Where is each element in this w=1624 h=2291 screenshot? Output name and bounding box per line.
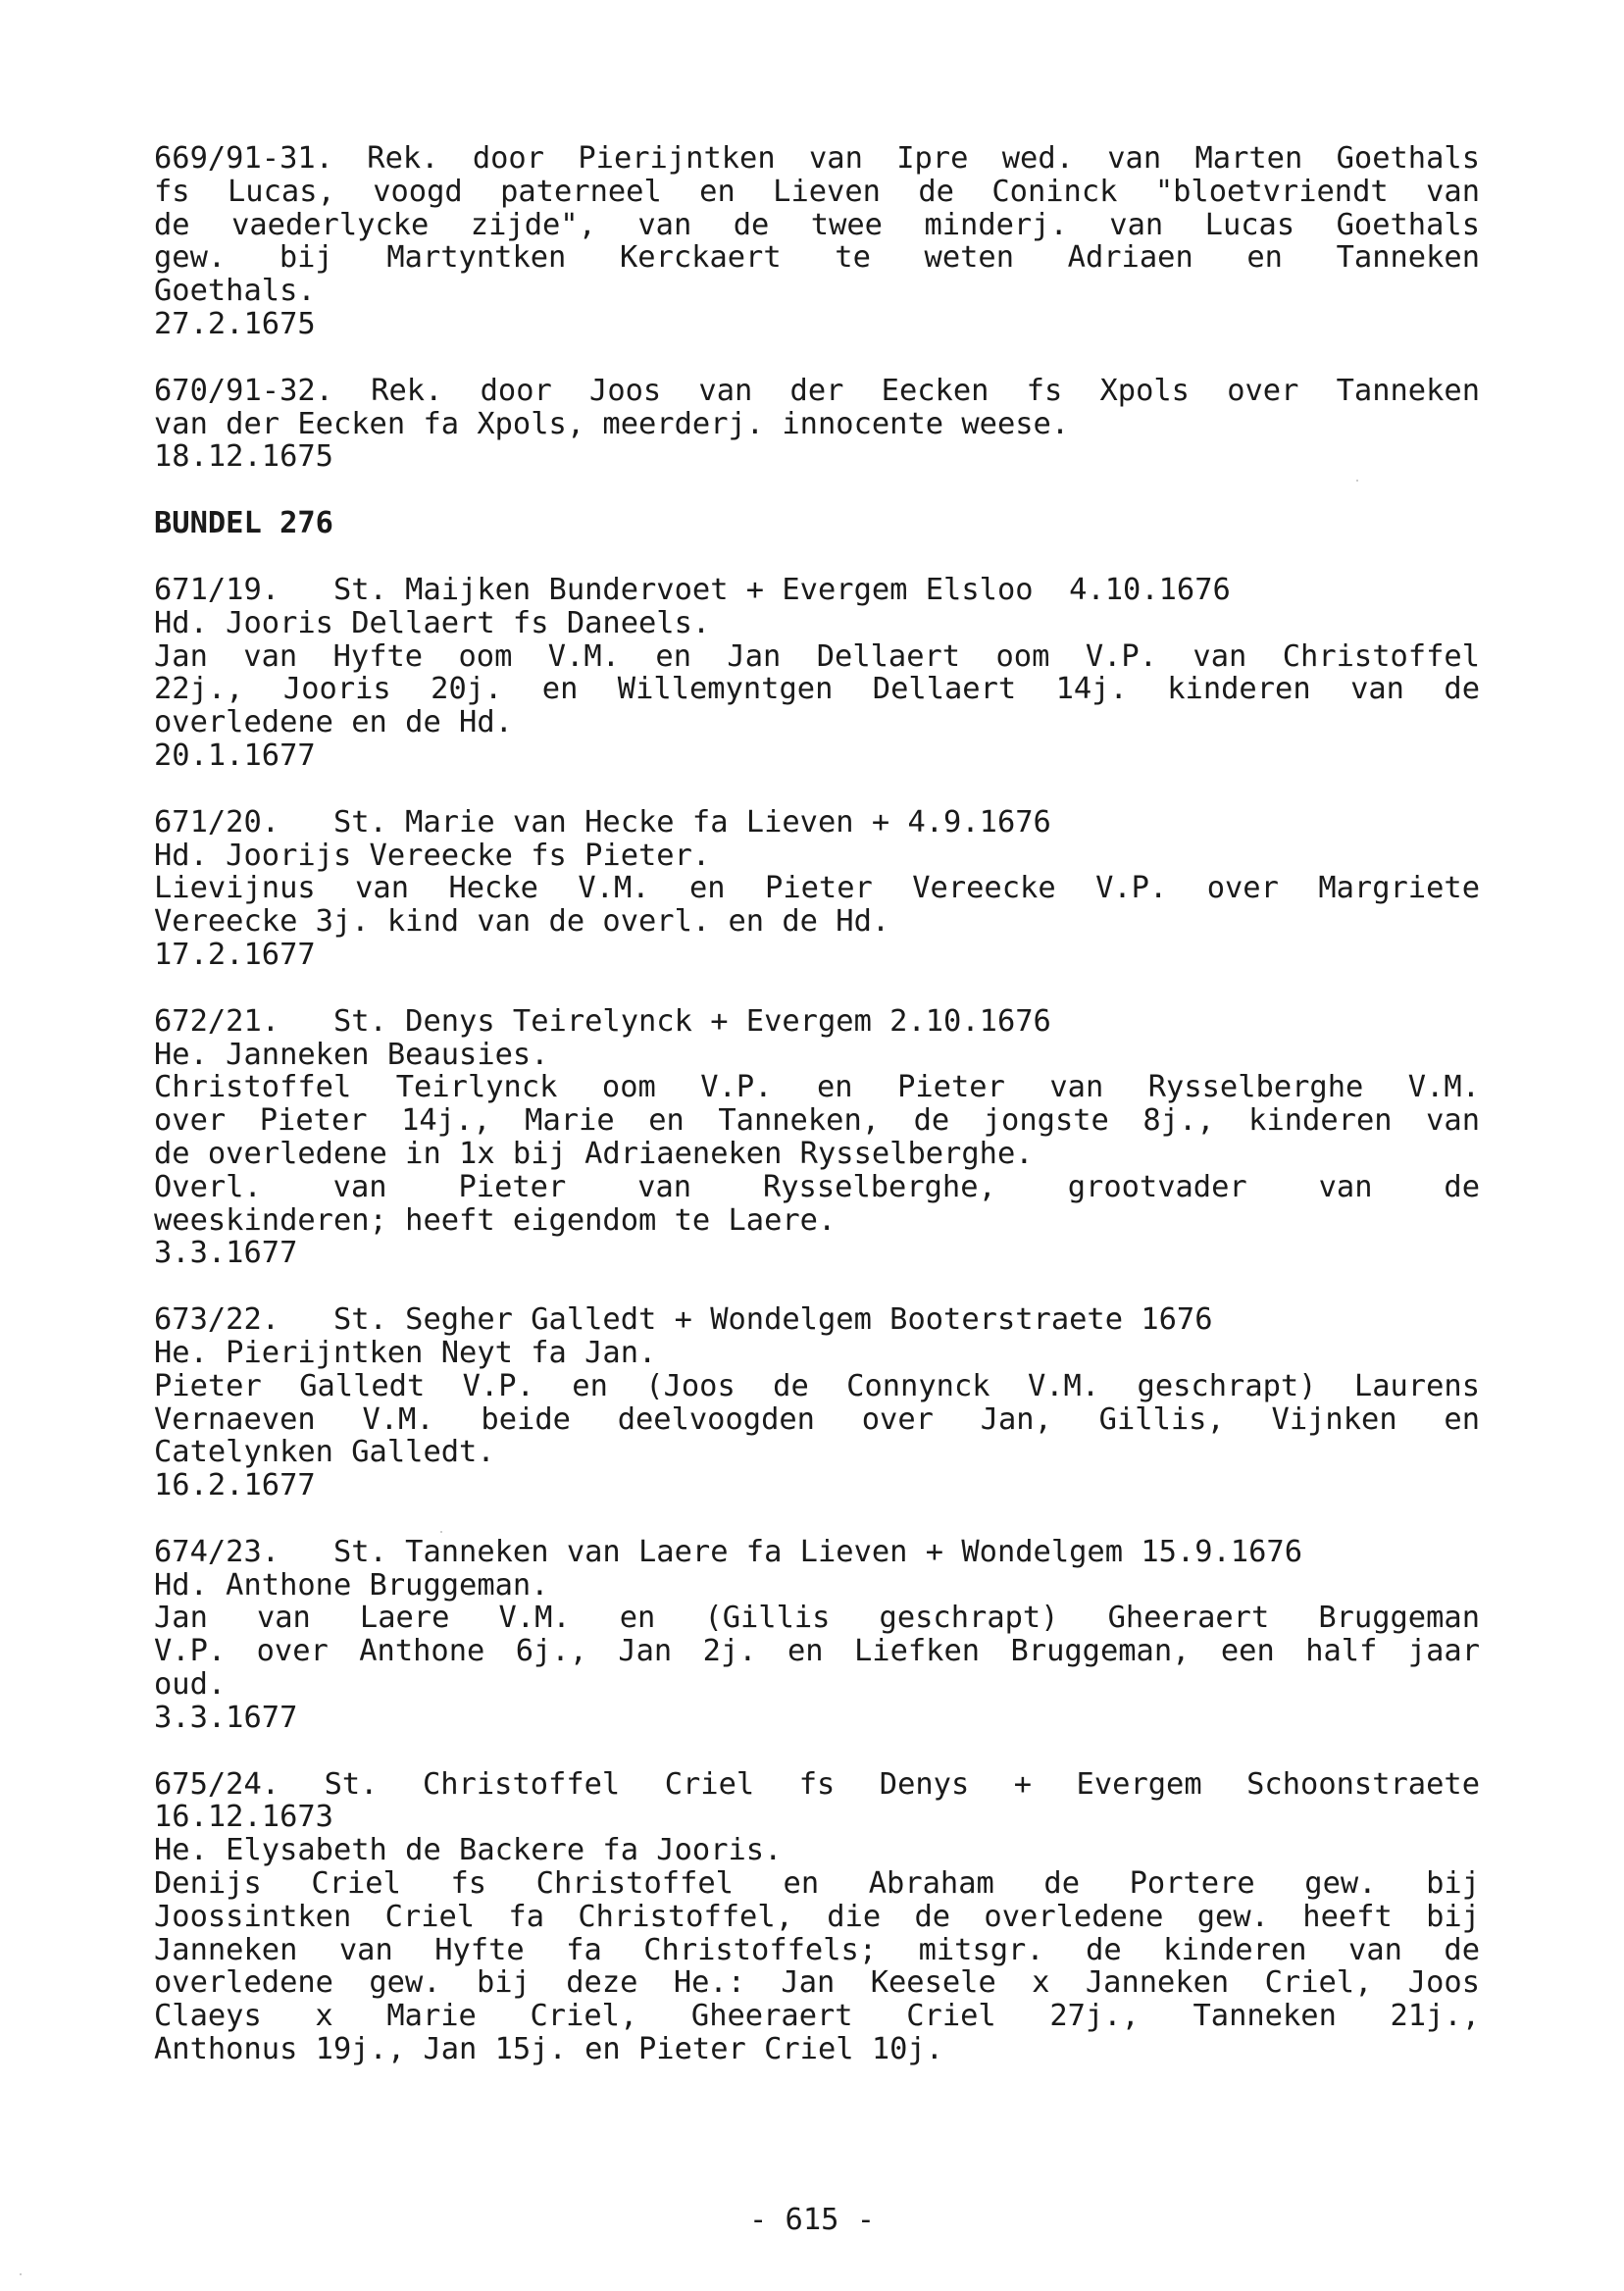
- entry-date: 18.12.1675: [154, 439, 333, 475]
- entry-line: 671/19. St. Maijken Bundervoet + Evergem Elsloo 4.10.1676: [154, 572, 1231, 607]
- scan-speck: [1356, 480, 1358, 482]
- entry-line: 672/21. St. Denys Teirelynck + Evergem 2.10.1676: [154, 1003, 1051, 1039]
- entry-669: [154, 142, 1480, 341]
- entry-line: 671/20. St. Marie van Hecke fa Lieven + 4.9.1676: [154, 804, 1051, 840]
- entry-line: 669/91-31. Rek. door Pierijntken van Ipre wed. van Marten Goethals: [154, 141, 1480, 176]
- entry-673-22: [154, 1303, 1480, 1502]
- entry-line: Claeys x Marie Criel, Gheeraert Criel 27j., Tanneken 21j.,: [154, 1999, 1480, 2034]
- entry-line: Catelynken Galledt.: [154, 1435, 495, 1470]
- entry-date: 16.2.1677: [154, 1468, 316, 1503]
- entry-line: Christoffel Teirlynck oom V.P. en Pieter van Rysselberghe V.M.: [154, 1070, 1480, 1105]
- entry-line: Vernaeven V.M. beide deelvoogden over Jan, Gillis, Vijnken en: [154, 1401, 1480, 1437]
- entry-line: Hd. Jooris Dellaert fs Daneels.: [154, 605, 711, 640]
- entry-line: Lievijnus van Hecke V.M. en Pieter Vereecke V.P. over Margriete: [154, 871, 1480, 906]
- entry-line: Anthonus 19j., Jan 15j. en Pieter Criel 10j.: [154, 2032, 944, 2067]
- entry-line: Jan van Laere V.M. en (Gillis geschrapt) Gheeraert Bruggeman: [154, 1601, 1480, 1636]
- entry-line: 16.12.1673: [154, 1800, 333, 1835]
- entry-line: Overl. van Pieter van Rysselberghe, grootvader van de: [154, 1169, 1480, 1204]
- entry-line: de overledene in 1x bij Adriaeneken Rysselberghe.: [154, 1136, 1034, 1171]
- entry-line: Denijs Criel fs Christoffel en Abraham de Portere gew. bij: [154, 1866, 1480, 1902]
- entry-line: 673/22. St. Segher Galledt + Wondelgem Booterstraete 1676: [154, 1302, 1213, 1338]
- entry-line: Hd. Joorijs Vereecke fs Pieter.: [154, 838, 711, 873]
- entry-line: Hd. Anthone Bruggeman.: [154, 1567, 549, 1603]
- entry-line: He. Pierijntken Neyt fa Jan.: [154, 1335, 657, 1370]
- page-number: - 615 -: [748, 2203, 876, 2237]
- entry-line: V.P. over Anthone 6j., Jan 2j. en Liefken Bruggeman, een half jaar: [154, 1634, 1480, 1669]
- entry-line: 675/24. St. Christoffel Criel fs Denys + Evergem Schoonstraete: [154, 1766, 1480, 1802]
- entry-line: He. Elysabeth de Backere fa Jooris.: [154, 1833, 783, 1868]
- entry-line: de vaederlycke zijde", van de twee minderj. van Lucas Goethals: [154, 207, 1480, 242]
- entry-671-20: [154, 806, 1480, 972]
- entry-line: Janneken van Hyfte fa Christoffels; mitsgr. de kinderen van de: [154, 1932, 1480, 1967]
- entry-date: 3.3.1677: [154, 1236, 298, 1271]
- entry-line: 670/91-32. Rek. door Joos van der Eecken fs Xpols over Tanneken: [154, 373, 1480, 408]
- entry-line: Goethals.: [154, 274, 316, 309]
- entry-date: 17.2.1677: [154, 937, 316, 972]
- entry-line: weeskinderen; heeft eigendom te Laere.: [154, 1202, 837, 1238]
- entry-line: Joossintken Criel fa Christoffel, die de overledene gew. heeft bij: [154, 1899, 1480, 1934]
- entry-line: 674/23. St. Tanneken van Laere fa Lieven + Wondelgem 15.9.1676: [154, 1534, 1302, 1569]
- entry-675-24: [154, 1768, 1480, 2066]
- entry-674-23: [154, 1536, 1480, 1735]
- entry-line: Pieter Galledt V.P. en (Joos de Connynck V.M. geschrapt) Laurens: [154, 1368, 1480, 1403]
- entry-672-21: [154, 1005, 1480, 1270]
- scan-speck: [20, 2273, 22, 2275]
- document-body: [154, 142, 1480, 2100]
- entry-line: overledene en de Hd.: [154, 705, 513, 740]
- entry-date: 20.1.1677: [154, 738, 316, 773]
- scan-speck: [440, 1531, 442, 1533]
- section-heading: BUNDEL 276: [154, 506, 333, 541]
- entry-date: 3.3.1677: [154, 1700, 298, 1735]
- entry-line: 22j., Jooris 20j. en Willemyntgen Dellaert 14j. kinderen van de: [154, 672, 1480, 707]
- entry-line: Vereecke 3j. kind van de overl. en de Hd.: [154, 904, 890, 940]
- entry-670: [154, 375, 1480, 474]
- entry-date: 27.2.1675: [154, 306, 316, 341]
- entry-line: overledene gew. bij deze He.: Jan Keesele x Janneken Criel, Joos: [154, 1965, 1480, 2001]
- entry-line: fs Lucas, voogd paterneel en Lieven de Coninck "bloetvriendt van: [154, 174, 1480, 209]
- entry-line: Jan van Hyfte oom V.M. en Jan Dellaert oom V.P. van Christoffel: [154, 638, 1480, 674]
- entry-line: over Pieter 14j., Marie en Tanneken, de jongste 8j., kinderen van: [154, 1103, 1480, 1139]
- entry-line: van der Eecken fa Xpols, meerderj. innocente weese.: [154, 406, 1070, 441]
- entry-line: gew. bij Martyntken Kerckaert te weten Adriaen en Tanneken: [154, 240, 1480, 276]
- entry-671-19: [154, 574, 1480, 773]
- entry-line: oud.: [154, 1667, 227, 1703]
- entry-line: He. Janneken Beausies.: [154, 1037, 549, 1072]
